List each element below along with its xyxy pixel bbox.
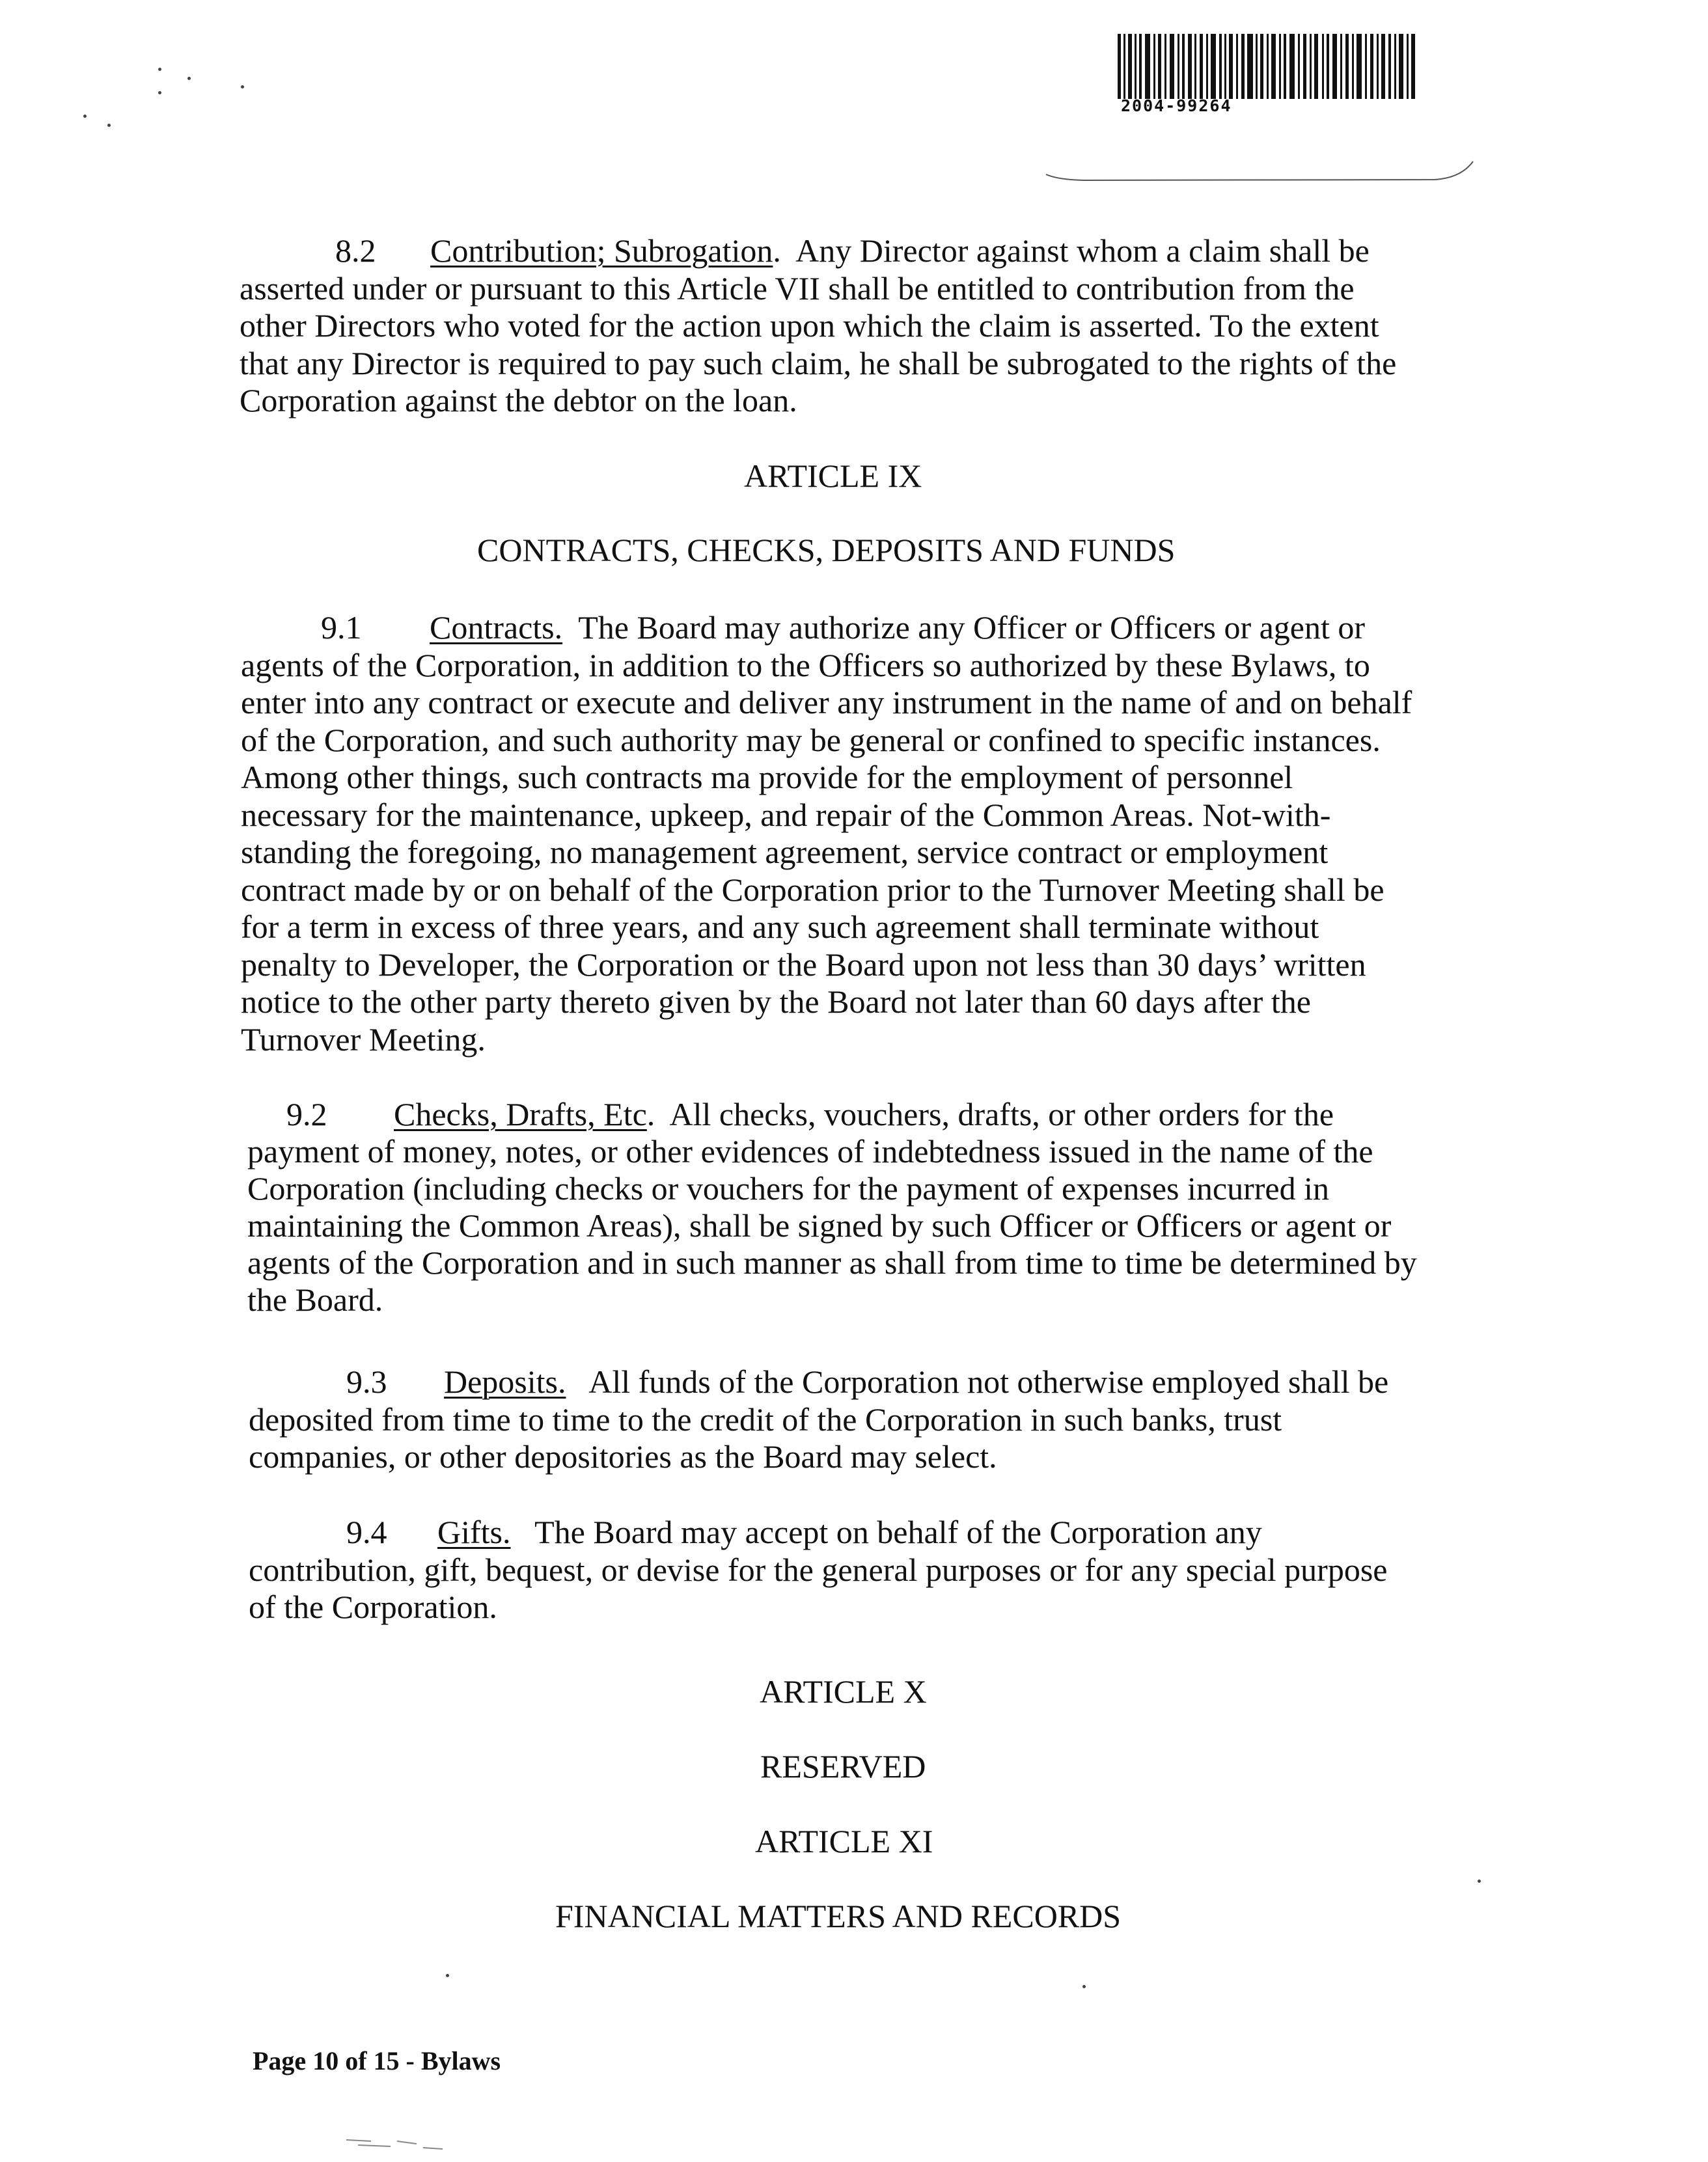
article-heading: ARTICLE IX [744,458,922,494]
scan-speck [107,124,111,127]
text-line: Corporation against the debtor on the loan. [240,382,797,418]
scan-speck [446,1974,449,1977]
section-title: Checks, Drafts, Etc [394,1096,647,1132]
section-number: 9.3 [346,1363,387,1400]
stamp-line [1045,156,1474,182]
article-title: FINANCIAL MATTERS AND RECORDS [555,1898,1122,1934]
text-line: Among other things, such contracts ma provide for the employment of personnel [241,759,1293,795]
article-title: RESERVED [760,1748,926,1785]
section-title: Deposits. [444,1363,566,1400]
article-heading: ARTICLE XI [755,1823,933,1859]
text-line: the Board. [247,1281,383,1318]
text-line: The Board may accept on behalf of the Corporation any [534,1514,1262,1550]
text-line: agents of the Corporation, in addition to the Officers so authorized by these Bylaws, to [241,646,1370,683]
text-line: companies, or other depositories as the Board may select. [249,1438,997,1475]
scan-speck [1082,1985,1086,1988]
text-line: contribution, gift, bequest, or devise for the general purposes or for any special purpose [249,1551,1388,1588]
barcode-graphic [1118,34,1417,99]
text-line: notice to the other party thereto given by the Board not later than 60 days after the [241,983,1311,1020]
section-number: 9.2 [286,1096,327,1132]
text-line: for a term in excess of three years, and any such agreement shall terminate without [241,909,1319,945]
scan-speck [187,77,191,80]
text-line: standing the foregoing, no management agreement, service contract or employment [241,834,1329,870]
section-number: 9.1 [321,609,362,646]
text-line: Corporation (including checks or vouchers for the payment of expenses incurred in [247,1170,1329,1207]
text-line: deposited from time to time to the credit of the Corporation in such banks, trust [249,1401,1282,1438]
scan-speck [158,68,161,71]
text-line: contract made by or on behalf of the Corporation prior to the Turnover Meeting shall be [241,871,1384,908]
scan-speck [83,115,87,118]
text-line: other Directors who voted for the action upon which the claim is asserted. To the extent [240,307,1379,344]
scan-speck [1478,1880,1481,1883]
text-line: that any Director is required to pay such claim, he shall be subrogated to the rights of the [240,344,1397,381]
text-line: Any Director against whom a claim shall be [795,232,1370,269]
section-9-3 [249,1363,1388,1476]
section-number: 9.4 [346,1514,387,1550]
text-line: necessary for the maintenance, upkeep, and repair of the Common Areas. Not-with- [241,796,1331,833]
text-line: asserted under or pursuant to this Article VII shall be entitled to contribution from the [240,269,1355,307]
text-line: of the Corporation. [249,1589,497,1625]
barcode-number: 2004-99264 [1121,96,1232,115]
text-line: All funds of the Corporation not otherwise employed shall be [588,1363,1389,1400]
scan-speck [158,91,161,94]
section-title: Contracts. [430,609,563,646]
text-line: enter into any contract or execute and deliver any instrument in the name of and on behalf [241,684,1412,720]
section-title: Gifts. [437,1514,511,1550]
section-number: 8.2 [335,232,376,269]
text-line: Turnover Meeting. [241,1020,486,1058]
text-line: All checks, vouchers, drafts, or other orders for the [669,1096,1334,1132]
text-line: payment of money, notes, or other evidences of indebtedness issued in the name of the [247,1133,1373,1170]
section-8-2: 8.2 Contribution; Subrogation. Any Director against whom a claim shall be asserted under or pursuant to this Article VII shall be entitled to contribution from the other Directors who voted for the action upon which the claim is asserted. To the extent that any Director is required to pay such claim, he shall be subrogated to the rights of the Corporation against the debtor on the loan. [240,232,1397,418]
section-9-4 [249,1514,1388,1626]
section-9-1 [241,609,1412,1058]
article-heading: ARTICLE X [760,1673,927,1710]
text-line: maintaining the Common Areas), shall be signed by such Officer or Officers or agent or [247,1207,1392,1244]
page-footer: Page 10 of 15 - Bylaws [253,2046,501,2075]
text-line: The Board may authorize any Officer or Officers or agent or [578,609,1366,646]
scan-artifact [345,2133,462,2153]
scan-speck [241,85,244,89]
section-9-2: 9.2 Checks, Drafts, Etc. All checks, vouchers, drafts, or other orders for the payment of money, notes, or other evidences of indebtedness issued in the name of the Corporation (including checks or vouchers for the payment of expenses incurred in maintaining the Common Areas), shall be signed by such Officer or Officers or agent or agents of the Corporation and in such manner as shall from time to time be determined by the Board. [247,1096,1417,1318]
article-title: CONTRACTS, CHECKS, DEPOSITS AND FUNDS [477,532,1176,568]
section-title: Contribution; Subrogation [430,232,773,269]
text-line: agents of the Corporation and in such manner as shall from time to time be determined by [247,1244,1417,1281]
text-line: penalty to Developer, the Corporation or the Board upon not less than 30 days’ written [241,946,1366,983]
text-line: of the Corporation, and such authority may be general or confined to specific instances. [241,721,1381,758]
